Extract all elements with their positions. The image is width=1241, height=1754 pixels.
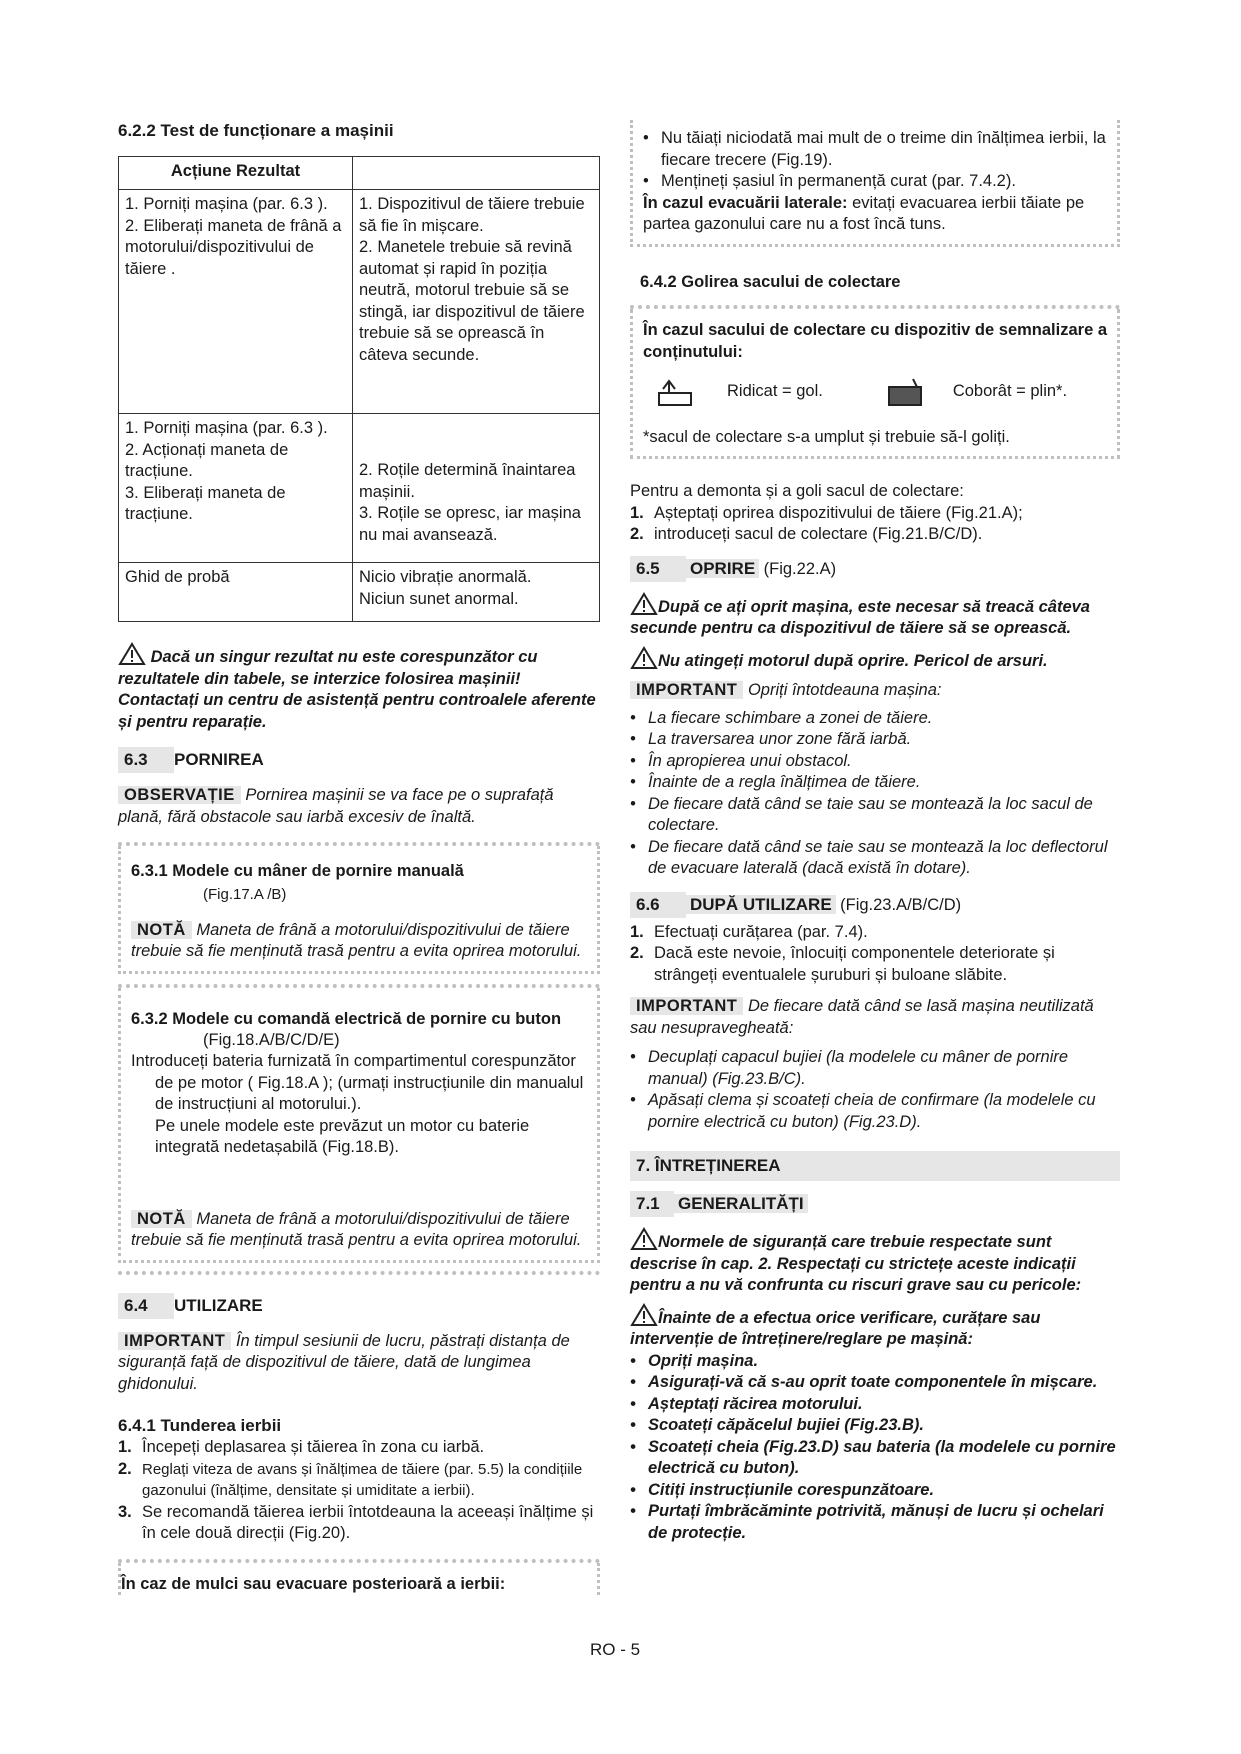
bag-raised-icon [653,375,697,409]
list-item: • De fiecare dată când se taie sau se montează la loc deflectorul de evacuare laterală (dacă există în dotare). [630,837,1108,877]
table-row [353,190,600,414]
list-item: 2. Dacă este nevoie, înlocuiți componentele deteriorate și strângeți eventualele șuruburi și buloane slăbite. [630,944,1055,984]
warning-triangle-icon [118,642,146,666]
table-header: Acțiune Rezultat [119,157,353,190]
bag-footnote: *sacul de colectare s-a umplut și trebuie să-l goliți. [643,427,1010,446]
list-item: 1. Efectuați curățarea (par. 7.4). [630,922,868,941]
bag-indicator-box: În cazul sacului de colectare cu dispozitiv de semnalizare a conținutului: Ridicat = gol. Coborât = plin*. *sacul de colectare s-a umplut și trebuie să-l goliți. [630,309,1120,460]
list-item: 2. Reglați viteza de avans și înălțimea de tăiere (par. 5.5) la condițiile gazonului (înălțime, densitate și umiditate a ierbii). [118,1459,583,1499]
section-6-3-1-title: 6.3.1 Modele cu mâner de pornire manuală [131,862,464,880]
section-6-3-2-box: 6.3.2 Modele cu comandă electrică de pornire cu buton (Fig.18.A/B/C/D/E) Introduceți bateria furnizată în compartimentul corespunzător de pe motor ( Fig.18.A ); (urmați instrucțiunile din manualul de instrucțiuni al motorului.). Pe unele modele este prevăzut un motor cu baterie integrată nedetașabilă (Fig.18.B). NOTĂ Maneta de frână a motorului/dispozitivului de tăiere trebuie să fie menținută trasă pentru a evita oprirea motorului. [118,988,600,1263]
section-6-3-2-title: 6.3.2 Modele cu comandă electrică de pornire cu buton [131,1009,562,1028]
section-6-5-number: 6.5 [636,558,660,578]
warning-triangle-icon [630,592,658,616]
list-item: • Apăsați clema și scoateți cheia de confirmare (la modelele cu pornire electrică cu buton) (Fig.23.D). [630,1091,1096,1131]
list-item: 2. introduceți sacul de colectare (Fig.21.B/C/D). [630,525,983,543]
result-vibration: Nicio vibrație anormală. [359,568,532,586]
section-6-3-number: 6.3 [124,750,148,769]
table-row [353,563,600,622]
page-number: RO - 5 [590,1640,641,1659]
section-6-3-1-box: 6.3.1 Modele cu mâner de pornire manuală (Fig.17.A /B) NOTĂ Maneta de frână a motorului/dispozitivului de tăiere trebuie să fie menținută trasă pentru a evita oprirea motorului. [118,846,600,974]
list-item: • La traversarea unor zone fără iarbă. [630,730,912,748]
warning-triangle-icon [630,1303,658,1327]
section-6-2-2-title: 6.2.2 Test de funcționare a mașinii [118,121,394,140]
bag-raised-label: Ridicat = gol. [727,381,823,400]
section-6-6-title: DUPĂ UTILIZARE [686,895,836,914]
list-item: • Purtați îmbrăcăminte potrivită, mănuși de lucru și ochelari de protecție. [630,1502,1104,1542]
maintenance-precautions [630,1351,1120,1545]
stop-conditions [630,708,1120,880]
list-item: • Înainte de a regla înălțimea de tăiere. [630,773,921,791]
action-1: 1. Porniți mașina (par. 6.3 ). [125,419,328,437]
table-row [119,190,353,414]
action-2: 2. Eliberați maneta de frână a motorului/dispozitivului de tăiere . [125,216,342,278]
action-1: 1. Porniți mașina (par. 6.3 ). [125,195,328,213]
section-6-6-number: 6.6 [636,894,660,914]
list-item: 1. Așteptați oprirea dispozitivului de tăiere (Fig.21.A); [630,503,1023,522]
list-item: 3. Se recomandă tăierea ierbii întotdeauna la aceeași înălțime și în cele două direcții (Fig.20). [118,1502,594,1542]
table-row [119,414,353,563]
section-6-4-1-title: 6.4.1 Tunderea ierbii [118,1416,282,1435]
section-6-3-title: PORNIREA [174,750,264,769]
section-7-1-title: GENERALITĂȚI [674,1194,808,1213]
section-7-1-number: 7.1 [636,1194,660,1213]
section-6-4-title: UTILIZARE [174,1295,263,1315]
list-item: • Asigurați-vă că s-au oprit toate componentele în mișcare. [630,1373,1098,1391]
list-item: • Citiți instrucțiunile corespunzătoare. [630,1480,935,1499]
result-3: 3. Roțile se opresc, iar mașina nu mai avansează. [359,504,581,544]
action-2: 2. Acționați maneta de tracțiune. [125,440,289,480]
table-row [353,414,600,563]
list-item: • În apropierea unui obstacol. [630,751,852,770]
warning-triangle-icon [630,646,658,670]
section-6-5-title: OPRIRE [686,559,759,578]
table-warning: Dacă un singur rezultat nu este corespunzător cu rezultatele din tabele, se interzice folosirea mașinii! Contactați un centru de asistență pentru controalele aferente și pentru reparație. [118,642,600,733]
test-table [118,156,600,622]
list-item: • De fiecare dată când se taie sau se montează la loc sacul de colectare. [630,794,1093,834]
mowing-tips-box: • Nu tăiați niciodată mai mult de o treime din înălțimea ierbii, la fiecare trecere (Fig.19). • Mențineți șasiul în permanență curat (par. 7.4.2). În cazul evacuării laterale: evitați evacuarea ierbii tăiate pe partea gazonului care nu a fost încă tuns. [630,120,1120,247]
section-6-4-2-title: 6.4.2 Golirea sacului de colectare [640,272,901,291]
section-6-3-note: OBSERVAȚIE Pornirea mașinii se va face pe o suprafață plană, fără obstacole sau iarbă excesiv de înaltă. [118,786,554,826]
list-item: • La fiecare schimbare a zonei de tăiere. [630,708,933,727]
list-item: • Așteptați răcirea motorului. [630,1394,863,1413]
mowing-steps [118,1437,600,1545]
list-item: • Opriți mașina. [630,1351,759,1370]
table-row [119,563,353,622]
list-item: • Mențineți șasiul în permanență curat (par. 7.4.2). [643,172,1016,190]
guide-label: Ghid de probă [125,568,230,586]
result-2: 2. Manetele trebuie să revină automat și rapid în poziția neutră, motorul trebuie să se stingă, iar dispozitivul de tăiere trebuie să se oprească în câteva secunde. [359,238,585,364]
list-item: • Scoateți căpăcelul bujiei (Fig.23.B). [630,1416,924,1434]
list-item: • Scoateți cheia (Fig.23.D) sau bateria (la modelele cu pornire electrică cu buton). [630,1437,1116,1477]
list-item: • Nu tăiați niciodată mai mult de o treime din înălțimea ierbii, la fiecare trecere (Fig.19). [643,129,1106,169]
result-1: 1. Dispozitivul de tăiere trebuie să fie în mișcare. [359,195,585,235]
chapter-7-title: 7. ÎNTREȚINEREA [630,1151,1120,1181]
list-item: 1. Începeți deplasarea și tăierea în zona cu iarbă. [118,1438,485,1456]
left-column [118,120,600,1595]
bag-full-icon [883,375,927,409]
result-2: 2. Roțile determină înaintarea mașinii. [359,461,576,501]
bag-full-label: Coborât = plin*. [952,381,1068,400]
right-column: • Nu tăiați niciodată mai mult de o treime din înălțimea ierbii, la fiecare trecere (Fig.19). • Mențineți șasiul în permanență curat (par. 7.4.2). În cazul evacuării laterale: evitați evacuarea ierbii tăiate pe partea gazonului care nu a fost încă tuns. 6.4.2 Golirea sacului de colectare În cazul sacului de colectare cu dispozitiv de semnalizare a conținutului: Ridicat = gol. Coborât = plin*. *sacul de colectare s-a umplut și trebuie să-l goliți. Pentru a demonta și a goli sacul de colectare: 1. Așteptați oprirea dispozitivului de tăiere (Fig.21.A); 2. introduceți sacul de colectare (Fig.21.B/C/D). 6.5 OPRIRE (Fig.22.A) După ce ați oprit mașina, este necesar să treacă câteva secunde pentru ca dispozitivul de tăiere să se oprească. Nu atingeți motorul după oprire. Pericol de arsuri. IMPORTANT Opriți întotdeauna mașina: • La fiecare schimbare a zonei de tăiere. • La traversarea unor zone fără iarbă. • În apropierea unui obstacol. • Înainte de a regla înălțimea de tăiere. • De fiecare dată când se taie sau se montează la loc sacul de colectare. • De fiecare dată când se taie sau se montează la loc deflectorul de evacuare laterală (dacă există în dotare). 6.6 DUPĂ UTILIZARE (Fig.23.A/B/C/D) 1. Efectuați curățarea (par. 7.4). 2. Dacă este nevoie, înlocuiți componentele deteriorate și strângeți eventualele șuruburi și buloane slăbite. IMPORTANT De fiecare dată când se lasă mașina neutilizată sau nesupravegheată: • Decuplați capacul bujiei (la modelele cu mâner de pornire manual) (Fig.23.B/C). • Apăsați clema și scoateți cheia de confirmare (la modelele cu pornire electrică cu buton) (Fig.23.D). 7. ÎNTREȚINEREA 7.1 GENERALITĂȚI Normele de siguranță care trebuie respectate sunt descrise în cap. 2. Respectați cu strictețe aceste indicații pentru a nu vă confrunta cu riscuri grave sau cu pericole: Înainte de a efectua orice verificare, curățare sau intervenție de întreținere/reglare pe mașină: • Opriți mașina. • Asigurați-vă că s-au oprit toate componentele în mișcare. • Așteptați răcirea motorului. • Scoateți căpăcelul bujiei (Fig.23.B). • Scoateți cheia (Fig.23.D) sau bateria (la modelele cu pornire electrică cu buton). • Citiți instrucțiunile corespunzătoare. • Purtați îmbrăcăminte potrivită, mănuși de lucru și ochelari de protecție. [630,120,1120,1544]
list-item: • Decuplați capacul bujiei (la modelele cu mâner de pornire manual) (Fig.23.B/C). [630,1048,1069,1088]
section-6-4-number: 6.4 [124,1295,148,1315]
mulch-title: În caz de mulci sau evacuare posterioară a ierbii: [121,1574,506,1593]
result-sound: Niciun sunet anormal. [359,589,519,608]
action-3: 3. Eliberați maneta de tracțiune. [125,483,286,523]
warning-triangle-icon [630,1227,658,1251]
section-6-4-note: IMPORTANT În timpul sesiunii de lucru, păstrați distanța de siguranță față de dispozitivul de tăiere, dată de lungimea ghidonului. [118,1331,570,1393]
